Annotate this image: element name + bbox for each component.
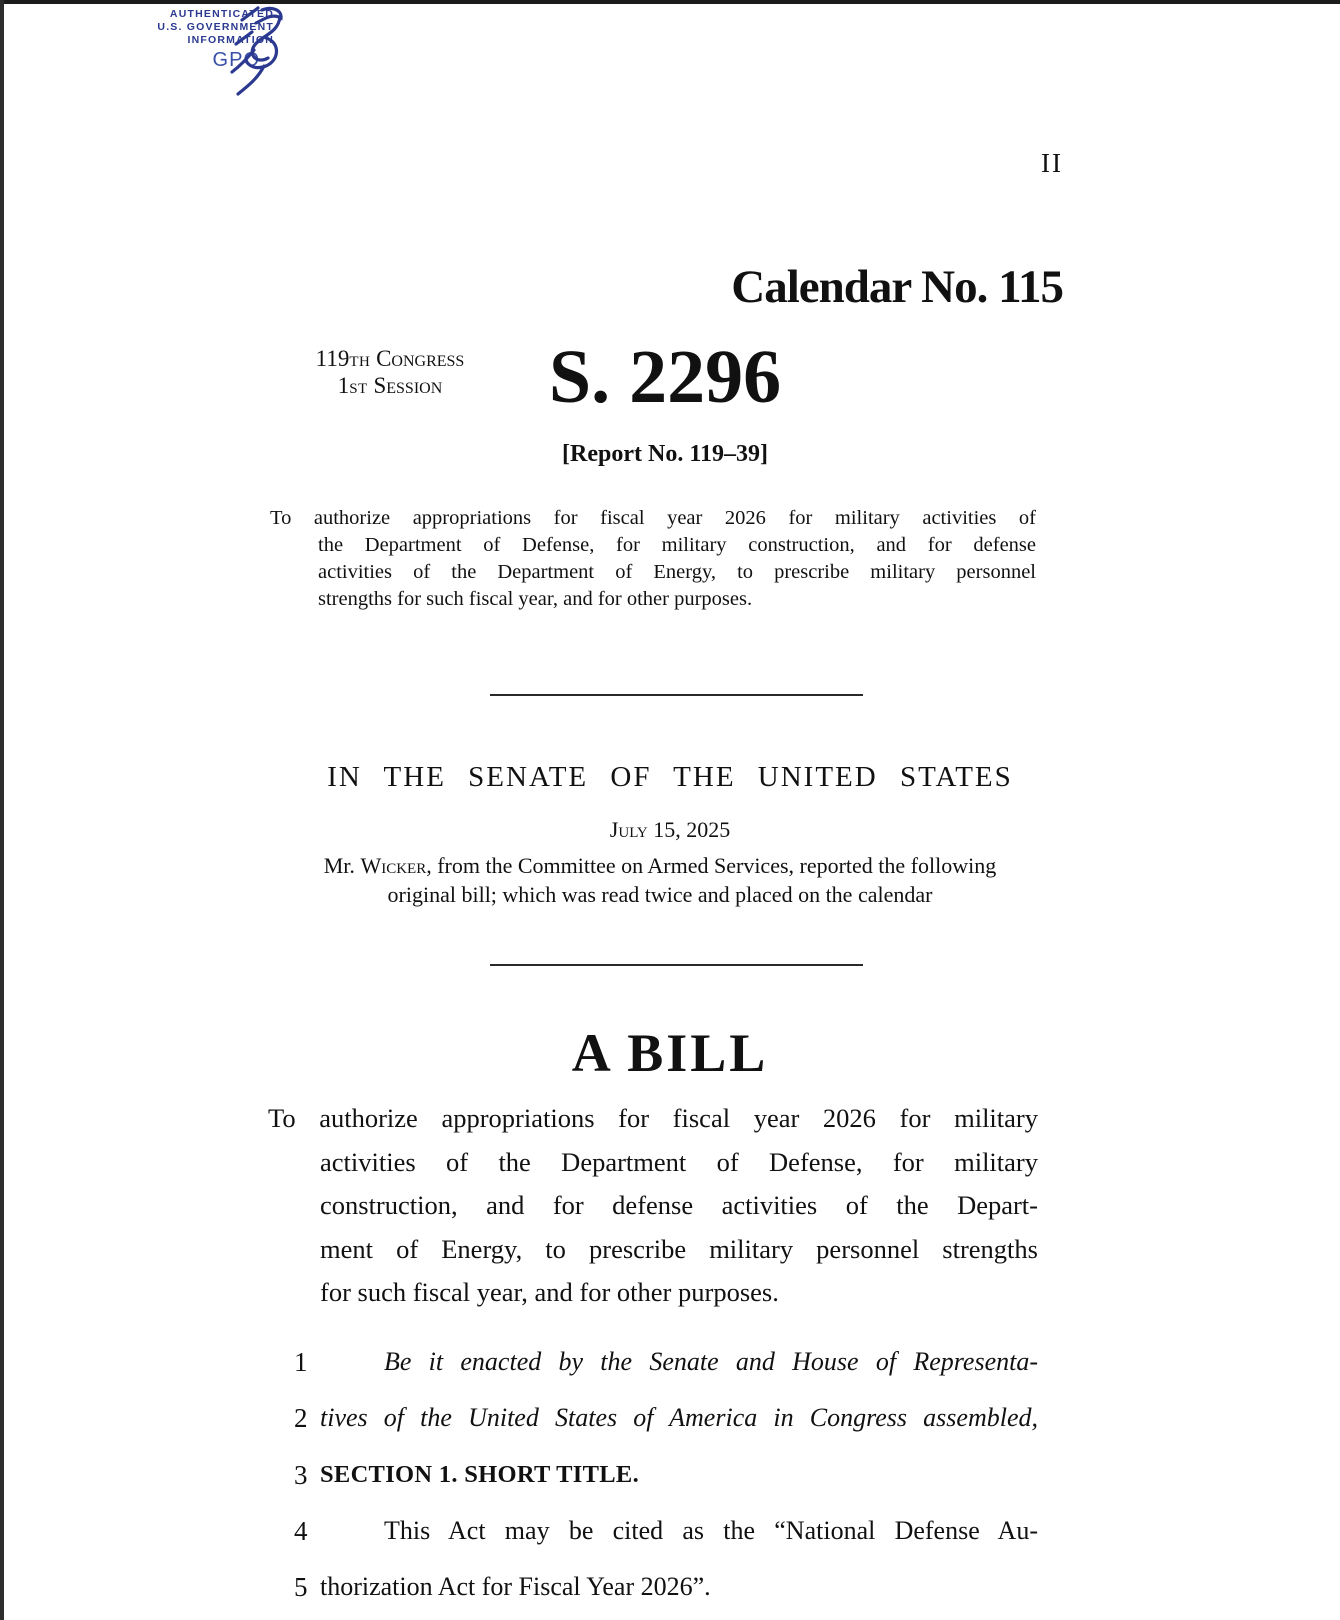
report-number: [Report No. 119–39]	[562, 441, 768, 467]
page-edge-left	[0, 0, 4, 1620]
calendar-number: Calendar No. 115	[731, 261, 1063, 313]
preamble-short	[270, 505, 1036, 613]
line-number: 5	[294, 1572, 308, 1603]
sponsor-line-2: original bill; which was read twice and placed on the calendar	[387, 882, 933, 907]
line-number: 2	[294, 1403, 308, 1434]
bill-preamble-line: construction, and for defense activities of the Depart-	[320, 1190, 1038, 1220]
bill-preamble-line: To authorize appropriations for fiscal year 2026 for military	[268, 1103, 1038, 1133]
bill-text	[268, 1334, 1038, 1615]
line-text: Be it enacted by the Senate and House of Representa-	[384, 1347, 1038, 1376]
divider-rule-bottom	[490, 964, 863, 966]
preamble-short-line: To authorize appropriations for fiscal year 2026 for military activities of	[270, 507, 1036, 529]
congress-session-block	[280, 347, 500, 401]
bill-text-row	[268, 1503, 1038, 1559]
gpo-eagle-icon	[196, 4, 286, 100]
bill-preamble-line: activities of the Department of Defense, for military	[320, 1146, 1038, 1177]
bill-preamble-line: for such fiscal year, and for other purposes.	[320, 1277, 779, 1307]
line-text: This Act may be cited as the “National Defense Au-	[384, 1515, 1038, 1545]
bill-title: A BILL	[571, 1023, 769, 1083]
bill-number: S. 2296	[548, 335, 782, 419]
gpo-abbr: GPO	[212, 49, 260, 71]
line-number: 1	[294, 1347, 308, 1377]
senate-heading: IN THE SENATE OF THE UNITED STATES	[327, 761, 1013, 793]
preamble-short-line: strengths for such fiscal year, and for other purposes.	[318, 588, 753, 610]
bill-preamble-line: ment of Energy, to prescribe military personnel strengths	[320, 1233, 1038, 1264]
sponsor-statement	[270, 851, 1050, 909]
bill-text-row	[268, 1390, 1038, 1446]
divider-rule-top	[490, 694, 863, 696]
gpo-authenticated-line: AUTHENTICATED	[169, 8, 274, 20]
gpo-information-line: INFORMATION	[187, 34, 274, 46]
bill-text-row	[268, 1334, 1038, 1390]
congress-line: 119TH Congress	[315, 346, 465, 371]
line-number: 3	[294, 1459, 308, 1490]
bill-text-row	[268, 1559, 1038, 1615]
gpo-government-line: U.S. GOVERNMENT	[157, 21, 274, 33]
line-text: thorization Act for Fiscal Year 2026”.	[320, 1572, 711, 1602]
line-text: SECTION 1. SHORT TITLE.	[320, 1460, 639, 1488]
bill-text-row	[268, 1447, 1038, 1503]
preamble-short-line: activities of the Department of Energy, to prescribe military personnel	[318, 561, 1036, 583]
line-text: tives of the United States of America in Congress assembled,	[320, 1403, 1038, 1433]
bill-preamble	[268, 1097, 1038, 1315]
report-date: July 15, 2025	[609, 817, 731, 842]
line-number: 4	[294, 1515, 308, 1546]
page-number: II	[1041, 148, 1063, 178]
preamble-short-line: the Department of Defense, for military construction, and for defense	[318, 534, 1036, 556]
sponsor-line-1: Mr. Wicker, from the Committee on Armed Services, reported the following	[323, 853, 997, 878]
session-line: 1ST Session	[337, 373, 443, 398]
